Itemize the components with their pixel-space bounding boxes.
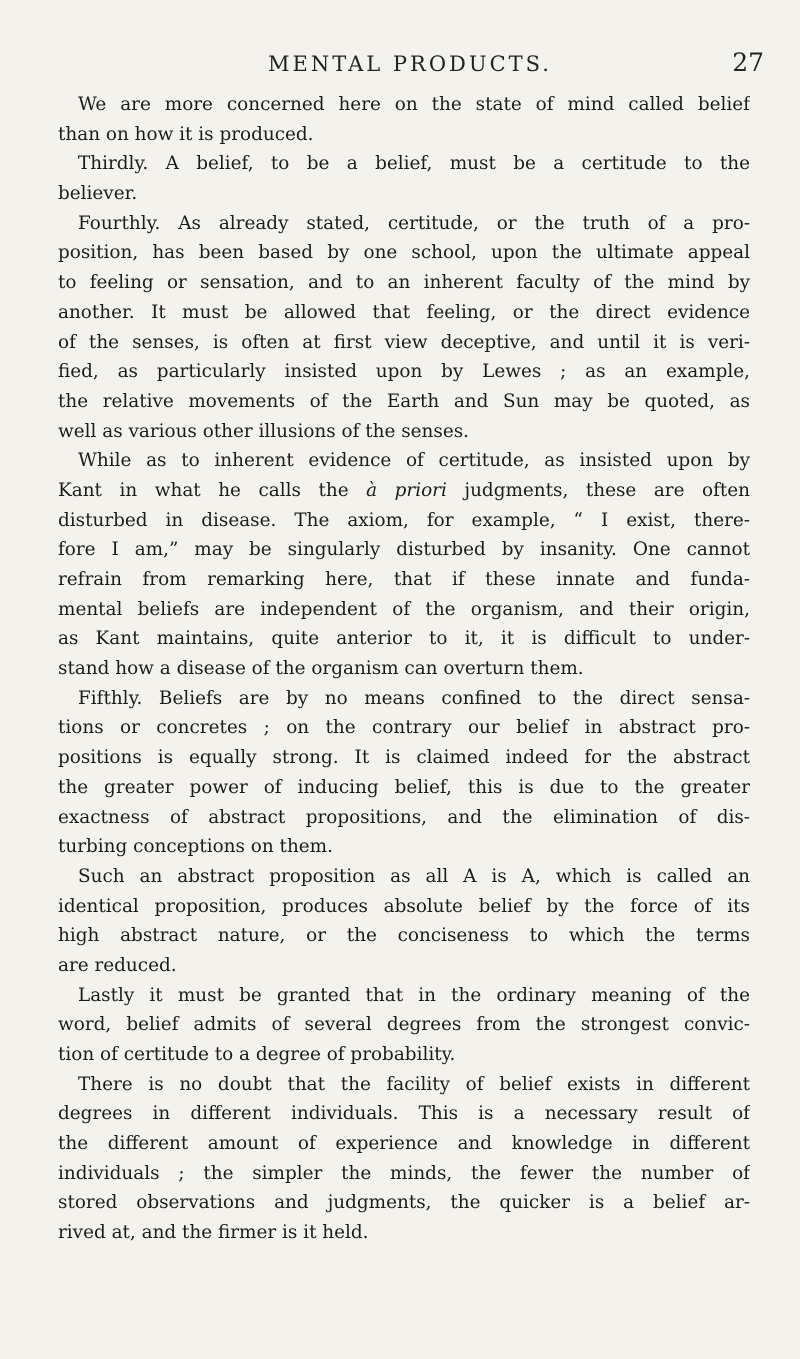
text-line: stand how a disease of the organism can overturn them. bbox=[58, 658, 584, 680]
text-line: position, has been based by one school, upon the ultimate appeal bbox=[58, 242, 750, 264]
text-line: well as various other illusions of the senses. bbox=[58, 420, 470, 442]
text-line: Thirdly. A belief, to be a belief, must be a certitude to the bbox=[78, 153, 750, 175]
text-line: tions or concretes ; on the contrary our belief in abstract pro- bbox=[58, 717, 750, 739]
running-head-title: MENTAL PRODUCTS. bbox=[268, 52, 552, 76]
page-number: 27 bbox=[732, 48, 764, 77]
text-line: another. It must be allowed that feeling, or the direct evidence bbox=[58, 301, 750, 323]
text-line: Fifthly. Beliefs are by no means confined to the direct sensa- bbox=[78, 687, 750, 709]
text-line: tion of certitude to a degree of probability. bbox=[58, 1044, 456, 1065]
text-line: exactness of abstract propositions, and the elimination of dis- bbox=[58, 806, 750, 828]
text-line: Such an abstract proposition as all A is A, which is called an bbox=[78, 865, 750, 887]
text-line: Lastly it must be granted that in the ordinary meaning of the bbox=[78, 984, 750, 1006]
text-line: of the senses, is often at first view deceptive, and until it is veri- bbox=[58, 331, 750, 353]
text-line: word, belief admits of several degrees from the strongest convic- bbox=[58, 1014, 750, 1036]
text-line: than on how it is produced. bbox=[58, 123, 314, 145]
text-line: turbing conceptions on them. bbox=[58, 836, 333, 858]
text-line: believer. bbox=[58, 183, 138, 205]
text-line: While as to inherent evidence of certitude, as insisted upon by bbox=[78, 450, 750, 472]
text-line: stored observations and judgments, the quicker is a belief ar- bbox=[58, 1192, 750, 1214]
text-line: the greater power of inducing belief, this is due to the greater bbox=[58, 776, 750, 798]
text-line bbox=[58, 476, 750, 506]
text-line: disturbed in disease. The axiom, for example, “ I exist, there- bbox=[58, 509, 750, 531]
text-line: rived at, and the firmer is it held. bbox=[58, 1222, 369, 1244]
text-line: to feeling or sensation, and to an inherent faculty of the mind by bbox=[58, 272, 750, 294]
text-line: Fourthly. As already stated, certitude, or the truth of a pro- bbox=[78, 212, 750, 234]
text-segment: judgments, these are often bbox=[446, 479, 750, 501]
text-line: fied, as particularly insisted upon by Lewes ; as an example, bbox=[58, 361, 750, 383]
text-line: are reduced. bbox=[58, 954, 177, 976]
text-line: high abstract nature, or the conciseness to which the terms bbox=[58, 925, 750, 947]
text-line: as Kant maintains, quite anterior to it, it is difficult to under- bbox=[58, 628, 750, 650]
text-line: There is no doubt that the facility of belief exists in different bbox=[78, 1073, 750, 1095]
text-line: degrees in different individuals. This is a necessary result of bbox=[58, 1103, 750, 1125]
text-line: fore I am,” may be singularly disturbed by insanity. One cannot bbox=[58, 539, 750, 561]
text-line: identical proposition, produces absolute belief by the force of its bbox=[58, 895, 750, 917]
text-line: positions is equally strong. It is claimed indeed for the abstract bbox=[58, 747, 750, 769]
text-segment: Kant in what he calls the bbox=[58, 479, 367, 501]
running-head bbox=[56, 48, 764, 82]
text-line: individuals ; the simpler the minds, the fewer the number of bbox=[58, 1162, 750, 1184]
text-line: the relative movements of the Earth and Sun may be quoted, as bbox=[58, 390, 750, 412]
text-line: mental beliefs are independent of the organism, and their origin, bbox=[58, 598, 750, 620]
text-line: the different amount of experience and knowledge in different bbox=[58, 1133, 750, 1155]
text-line: refrain from remarking here, that if these innate and funda- bbox=[58, 569, 750, 590]
italic-term: à priori bbox=[366, 479, 447, 501]
text-line: We are more concerned here on the state of mind called belief bbox=[78, 94, 750, 115]
body-text bbox=[58, 90, 750, 1248]
